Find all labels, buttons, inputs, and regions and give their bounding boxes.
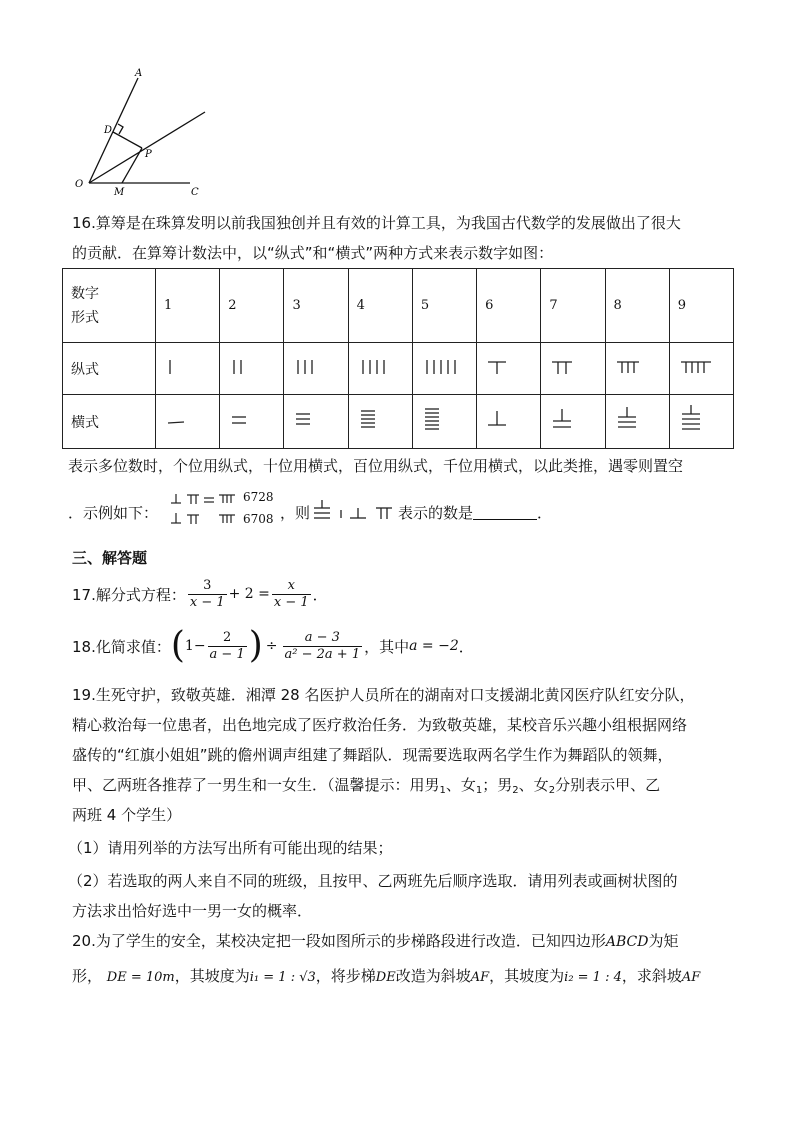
q19-line4-part-c: ；男 (482, 776, 513, 794)
label-a: A (135, 68, 143, 79)
q19-line4 (72, 775, 660, 801)
q18-prefix: 18.化简求值： (72, 637, 171, 656)
q17-numerator-2: x (272, 578, 311, 595)
q20-line2 (72, 966, 700, 988)
rod-vertical-2 (220, 343, 284, 395)
q20-line1-part-a: 20.为了学生的安全，某校决定把一段如图所示的步梯路段进行改造．已知四边形 (72, 932, 606, 950)
rod-vertical-1 (156, 343, 220, 395)
number-cell-7: 7 (541, 269, 605, 343)
q20-line2-part-c: ，将步梯 (315, 967, 376, 985)
q17-denominator-2: x − 1 (273, 594, 309, 610)
q16-after-line1: 表示多位数时，个位用纵式，十位用横式，百位用纵式，千位用横式，以此类推，遇零则置空 (68, 457, 684, 475)
q19-part-1: （1）请用列举的方法写出所有可能出现的结果； (68, 839, 393, 857)
q20-line2-part-e: ，其坡度为 (489, 967, 565, 985)
question-rods (312, 498, 400, 526)
rod-vertical-6 (477, 343, 541, 395)
q20-slope-2: i₂ = 1 : 4 (564, 970, 622, 985)
q18-numerator-2: a − 3 (283, 630, 363, 647)
q19-sub-1b: 1 (475, 785, 483, 796)
q20-de: DE (375, 970, 396, 985)
q19-sub-2b: 2 (548, 785, 556, 796)
q19-line4-part-b: 、女 (445, 776, 476, 794)
rod-horizontal-3 (284, 395, 348, 449)
q16-line2: 的贡献．在算筹计数法中，以“纵式”和“横式”两种方式来表示数字如图： (72, 244, 554, 262)
q19-sub-1a: 1 (439, 785, 446, 796)
number-cell-4: 4 (348, 269, 412, 343)
rod-horizontal-8 (605, 395, 669, 449)
q19-part-2b: 方法求出恰好选中一男一女的概率． (72, 902, 313, 920)
number-cell-5: 5 (412, 269, 476, 343)
label-d: D (104, 125, 113, 136)
q20-af: AF (470, 970, 490, 985)
period: ． (537, 504, 553, 522)
q18-divide: ÷ (265, 638, 278, 654)
q17-end: ． (312, 585, 328, 604)
q18-condition-expr: a = −2 (409, 638, 459, 654)
q17-fraction-2 (272, 578, 311, 611)
suffix-text: 表示的数是 (398, 504, 474, 522)
q19-part-2a: （2）若选取的两人来自不同的班级，且按甲、乙两班先后顺序选取．请用列表或画树状图的 (68, 872, 678, 890)
example-number-1: 6728 (243, 490, 274, 504)
example-rods (171, 491, 239, 531)
number-cell-8: 8 (605, 269, 669, 343)
q20-abcd: ABCD (605, 934, 649, 950)
rod-vertical-3 (284, 343, 348, 395)
number-cell-1: 1 (156, 269, 220, 343)
left-paren: ( (170, 625, 185, 666)
number-cell-2: 2 (220, 269, 284, 343)
example-prefix: ．示例如下： (68, 504, 159, 522)
q20-de-length: DE = 10m (106, 970, 175, 985)
rod-vertical-4 (348, 343, 412, 395)
q19-sub-2a: 2 (512, 785, 519, 796)
rod-horizontal-6 (477, 395, 541, 449)
rod-vertical-5 (412, 343, 476, 395)
number-cell-3: 3 (284, 269, 348, 343)
rod-horizontal-4 (348, 395, 412, 449)
q19-line5: 两班 4 个学生） (72, 806, 182, 824)
q20-line1-part-b: 为矩 (648, 932, 679, 950)
q18-condition: ，其中 (364, 637, 410, 656)
then-text: ，则 (280, 504, 311, 522)
q20-line2-part-b: ，其坡度为 (174, 967, 250, 985)
header-cell (63, 269, 156, 343)
ray-op (89, 112, 205, 183)
right-paren: ) (248, 625, 263, 666)
label-m: M (114, 187, 125, 198)
q20-line1 (72, 931, 678, 952)
answer-suffix (398, 502, 552, 523)
q20-line2-part-a: 形， (72, 967, 103, 985)
table-row-vertical (63, 343, 734, 395)
segment-dp (113, 132, 142, 148)
segment-pm (122, 148, 142, 183)
q18-denominator-2: a² − 2a + 1 (284, 646, 361, 662)
row-label-horizontal: 横式 (63, 395, 156, 449)
right-angle-mark (118, 124, 123, 134)
answer-blank[interactable] (473, 505, 537, 520)
angle-figure (72, 62, 212, 198)
table-row-header (63, 269, 734, 343)
q20-slope-1: i₁ = 1 : √3 (249, 970, 316, 985)
q19-line4-part-e: 分别表示甲、乙 (555, 776, 661, 794)
row-label-vertical: 纵式 (63, 343, 156, 395)
q18-fraction-2 (283, 630, 363, 663)
rod-horizontal-9 (669, 395, 733, 449)
header-label-2: 形式 (71, 309, 99, 326)
q19-line2: 精心救治每一位患者，出色地完成了医疗救治任务．为致敬英雄，某校音乐兴趣小组根据网络 (72, 716, 688, 734)
q18-end: ． (458, 637, 474, 656)
rod-horizontal-2 (220, 395, 284, 449)
q17-line (72, 574, 328, 614)
q18-one: 1− (184, 638, 206, 654)
label-c: C (191, 187, 199, 198)
q16-example-line (68, 490, 568, 530)
number-cell-6: 6 (477, 269, 541, 343)
q18-denominator-1: a − 1 (209, 646, 245, 662)
q18-fraction-1 (208, 630, 247, 663)
example-number-2: 6708 (243, 512, 274, 526)
table-row-horizontal (63, 395, 734, 449)
q19-line4-part-d: 、女 (518, 776, 549, 794)
q18-line (72, 623, 474, 669)
q16-line1: 16.算筹是在珠算发明以前我国独创并且有效的计算工具，为我国古代数学的发展做出了很大 (72, 214, 681, 232)
q19-line3: 盛传的“红旗小姐姐”跳的儋州调声组建了舞蹈队．现需要选取两名学生作为舞蹈队的领舞， (72, 746, 673, 764)
label-p: P (145, 149, 152, 160)
q17-numerator-1: 3 (188, 578, 227, 595)
q17-fraction-1 (188, 578, 227, 611)
rod-vertical-8 (605, 343, 669, 395)
q17-denominator-1: x − 1 (189, 594, 225, 610)
section-heading: 三、解答题 (72, 549, 148, 567)
number-cell-9: 9 (669, 269, 733, 343)
header-label-1: 数字 (71, 285, 99, 302)
rod-horizontal-5 (412, 395, 476, 449)
q20-af-2: AF (681, 970, 701, 985)
rod-horizontal-7 (541, 395, 605, 449)
q17-prefix: 17.解分式方程： (72, 585, 186, 604)
q17-plus: + 2 = (228, 586, 270, 602)
q19-line4-part-a: 甲、乙两班各推荐了一男生和一女生．（温馨提示：用男 (72, 776, 440, 794)
label-o: O (75, 179, 84, 190)
rod-vertical-9 (669, 343, 733, 395)
q20-line2-part-f: ，求斜坡 (621, 967, 682, 985)
counting-rod-table (62, 268, 734, 449)
q19-line1: 19.生死守护，致敬英雄．湘潭 28 名医护人员所在的湖南对口支援湖北黄冈医疗队红安分队， (72, 686, 695, 704)
rod-horizontal-1 (156, 395, 220, 449)
q18-numerator-1: 2 (208, 630, 247, 647)
q20-line2-part-d: 改造为斜坡 (395, 967, 471, 985)
rod-vertical-7 (541, 343, 605, 395)
